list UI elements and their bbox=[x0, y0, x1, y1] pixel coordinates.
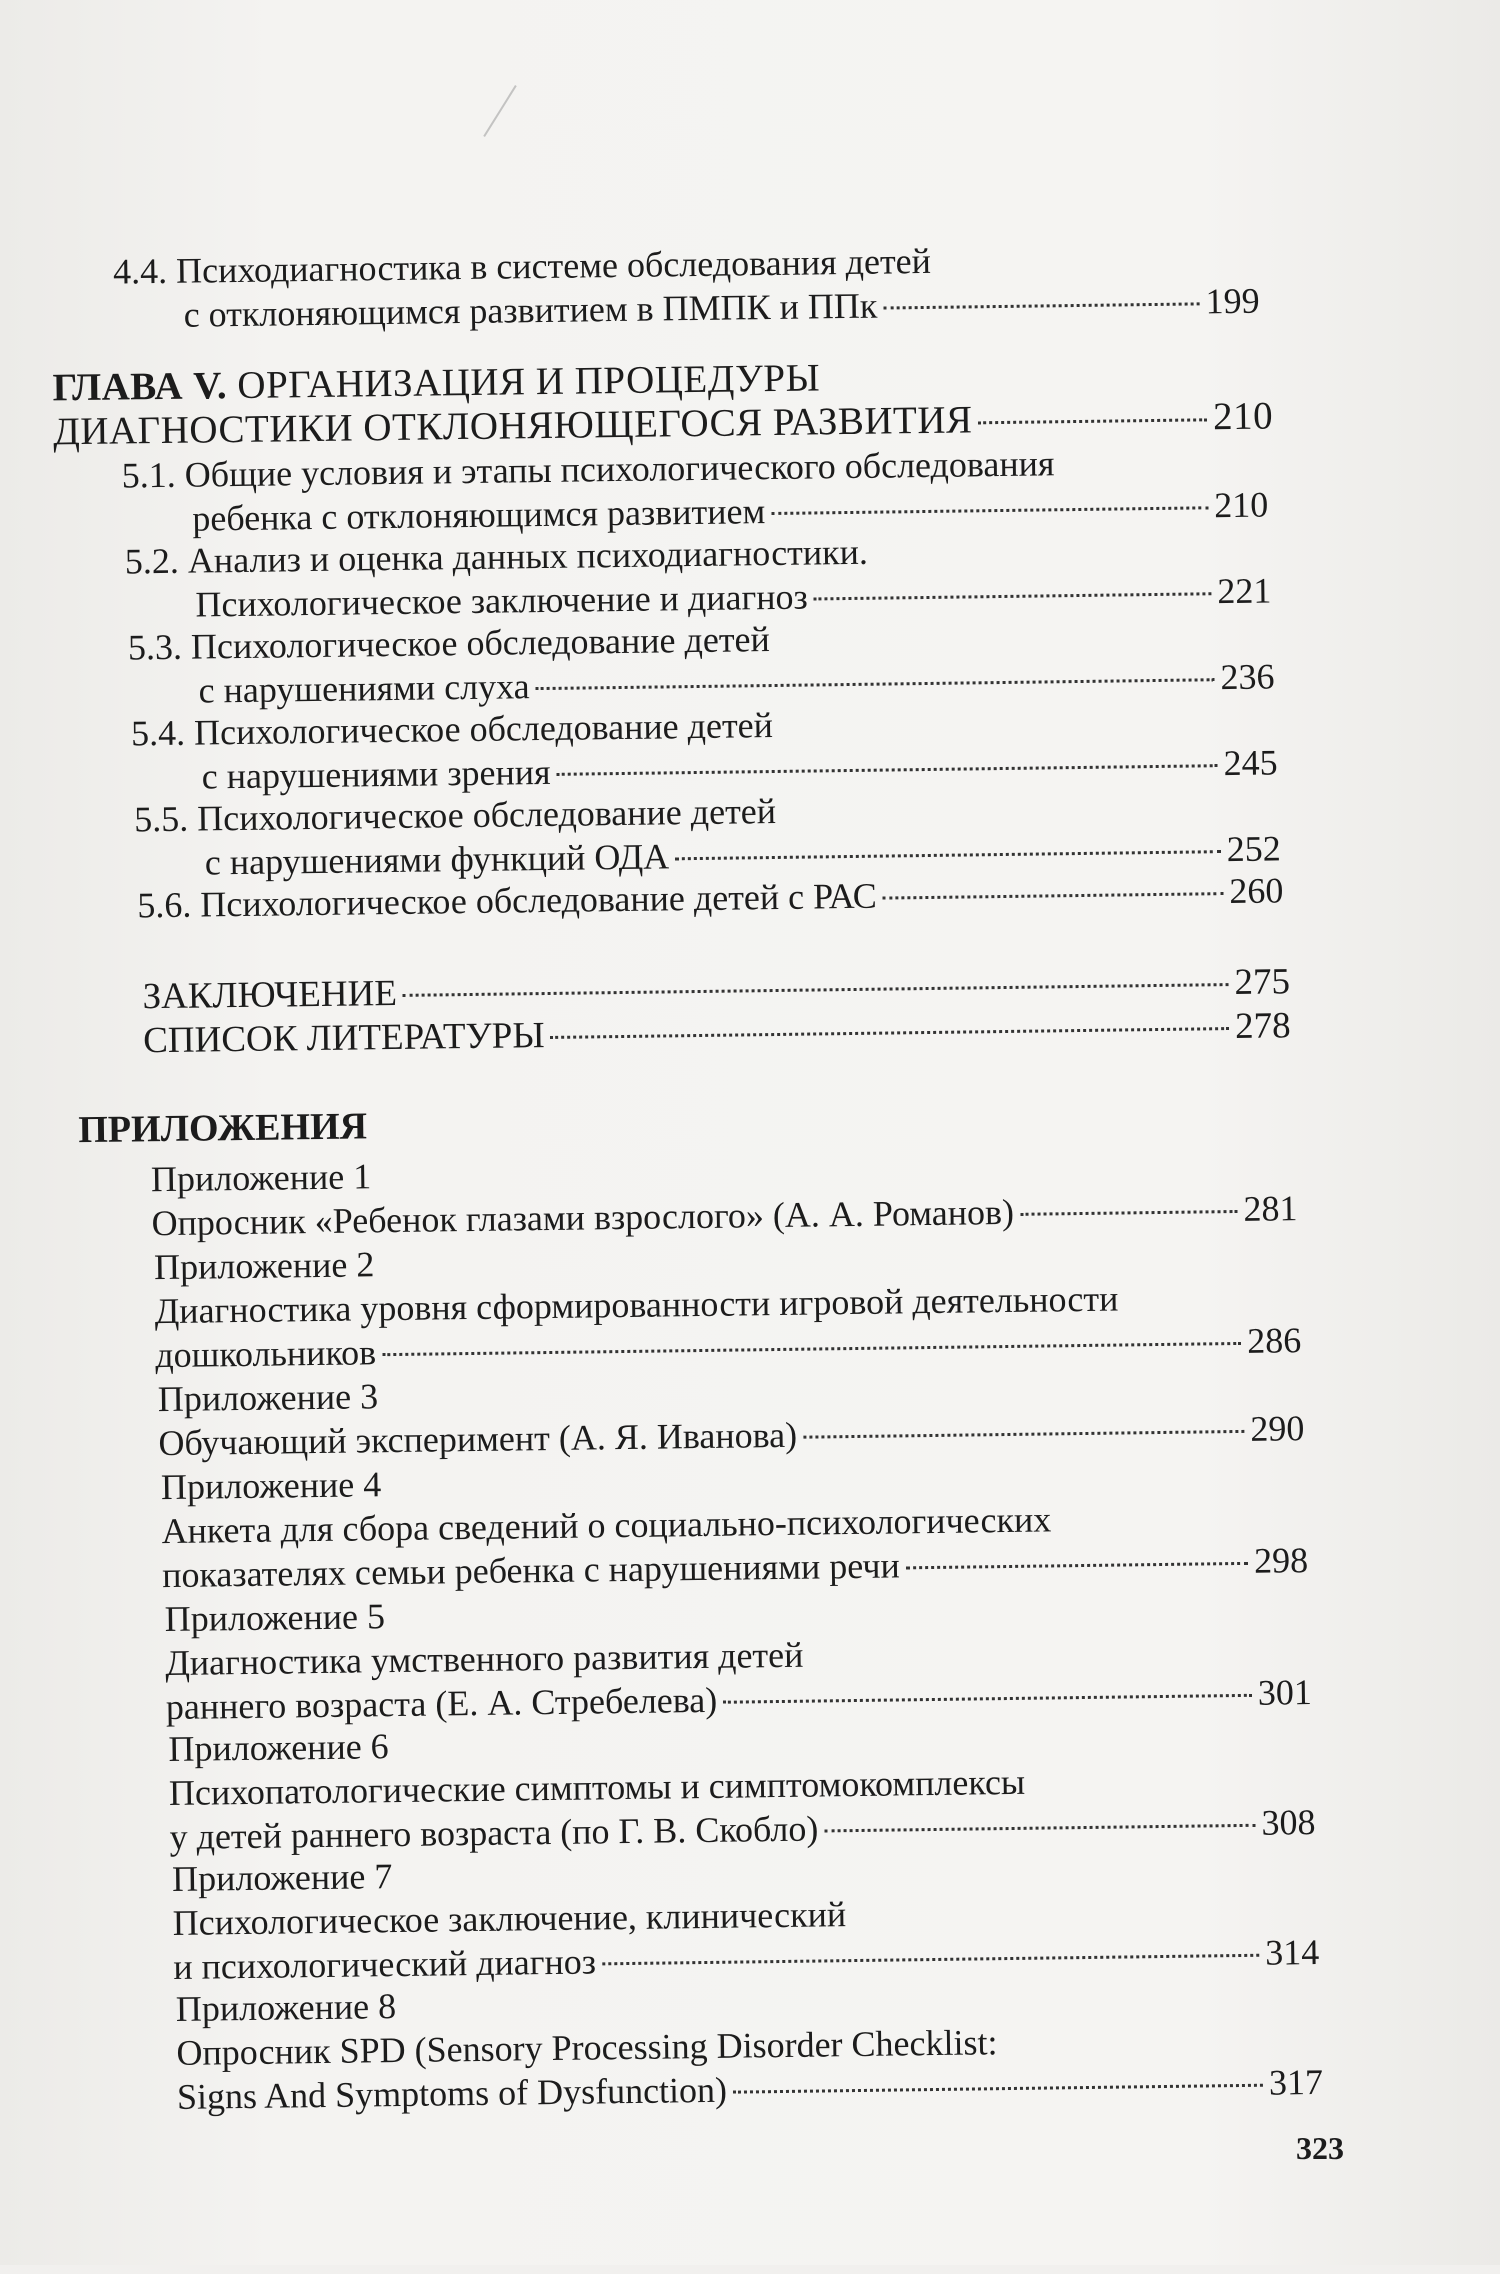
appendix-title-cont: у детей раннего возраста (по Г. В. Скобло) bbox=[169, 1808, 819, 1858]
leader-dots bbox=[803, 1430, 1244, 1439]
appendix-title: Анкета для сбора сведений о социально-психологических bbox=[161, 1499, 1052, 1552]
appendix-title-cont: Signs And Symptoms of Dysfunction) bbox=[176, 2069, 728, 2117]
appendix-title: Психопатологические симптомы и симптомокомплексы bbox=[168, 1761, 1026, 1814]
leader-dots bbox=[675, 850, 1221, 860]
toc-entry-number: 5.5. bbox=[134, 798, 189, 840]
toc-entry-title: Психодиагностика в системе обследования детей bbox=[175, 240, 932, 291]
page-ref: 221 bbox=[1217, 570, 1272, 612]
appendix-title-cont: раннего возраста (Е. А. Стребелева) bbox=[165, 1679, 718, 1728]
toc-entry-4-4 bbox=[113, 235, 1264, 338]
toc-entry-title: ЗАКЛЮЧЕНИЕ bbox=[142, 972, 398, 1018]
toc-entry-title-cont: Психологическое заключение и диагноз bbox=[195, 576, 808, 625]
appendix-7 bbox=[172, 1842, 1324, 1989]
page-ref: 317 bbox=[1268, 2061, 1324, 2103]
appendix-label: Приложение 4 bbox=[160, 1464, 382, 1508]
appendix-title: Обучающий эксперимент (А. Я. Иванова) bbox=[158, 1414, 798, 1464]
leader-dots bbox=[906, 1562, 1248, 1569]
page-ref: 290 bbox=[1250, 1408, 1305, 1449]
page-ref: 260 bbox=[1229, 870, 1284, 912]
page-ref: 252 bbox=[1226, 828, 1282, 870]
leader-dots bbox=[382, 1342, 1241, 1356]
appendix-8 bbox=[176, 1972, 1328, 2119]
page-ref: 199 bbox=[1205, 280, 1260, 322]
appendix-3 bbox=[158, 1362, 1309, 1465]
appendix-title: Опросник «Ребенок глазами взрослого» (А. А. Романов) bbox=[151, 1191, 1015, 1244]
toc-entry-number: 5.2. bbox=[124, 540, 180, 582]
toc-entry-title: Психологическое обследование детей bbox=[193, 705, 774, 753]
page-ref: 275 bbox=[1234, 961, 1291, 1003]
toc-entry-number: 5.1. bbox=[121, 454, 177, 496]
toc-entry-title: Психологическое обследование детей с РАС bbox=[200, 875, 878, 925]
toc-chapter-5 bbox=[52, 350, 1273, 454]
page-ref: 301 bbox=[1257, 1672, 1313, 1713]
toc-entry-title-cont: с нарушениями функций ОДА bbox=[204, 836, 670, 883]
appendix-6 bbox=[168, 1712, 1320, 1859]
chapter-title-cont: ДИАГНОСТИКИ ОТКЛОНЯЮЩЕГОСЯ РАЗВИТИЯ bbox=[52, 398, 973, 454]
toc-entry-title: Психологическое обследование детей bbox=[190, 619, 771, 667]
toc-entry-title-cont: с нарушениями зрения bbox=[201, 751, 551, 797]
appendix-label: Приложение 5 bbox=[164, 1596, 386, 1640]
toc-entry-title-cont: с отклоняющимся развитием в ПМПК и ППк bbox=[183, 285, 878, 335]
chapter-title: ОРГАНИЗАЦИЯ И ПРОЦЕДУРЫ bbox=[237, 356, 821, 407]
page-ref: 278 bbox=[1234, 1005, 1291, 1047]
appendix-label: Приложение 6 bbox=[168, 1726, 389, 1770]
page-ref: 298 bbox=[1253, 1540, 1309, 1581]
toc-entry-number: 5.6. bbox=[137, 884, 192, 926]
page-ref: 286 bbox=[1246, 1320, 1302, 1361]
leader-dots bbox=[883, 302, 1199, 309]
page-ref: 210 bbox=[1212, 394, 1274, 439]
toc-entry-title: Общие условия и этапы психологического обследования bbox=[184, 443, 1055, 495]
appendix-label: Приложение 2 bbox=[153, 1244, 375, 1288]
appendix-title-cont: и психологический диагноз bbox=[173, 1941, 597, 1987]
toc-entry-title-cont: с нарушениями слуха bbox=[198, 666, 530, 711]
leader-dots bbox=[1020, 1210, 1238, 1216]
leader-dots bbox=[403, 983, 1229, 997]
appendix-label: Приложение 8 bbox=[175, 1986, 397, 2029]
appendix-1 bbox=[151, 1142, 1302, 1245]
appendix-label: Приложение 7 bbox=[171, 1856, 393, 1899]
leader-dots bbox=[771, 506, 1208, 515]
appendix-title: Психологическое заключение, клинический bbox=[172, 1894, 847, 1943]
appendix-label: Приложение 3 bbox=[157, 1376, 379, 1420]
appendix-2 bbox=[154, 1230, 1306, 1377]
leader-dots bbox=[814, 592, 1212, 600]
appendix-4 bbox=[161, 1450, 1313, 1597]
toc-entry-number: 5.3. bbox=[127, 626, 183, 668]
leader-dots bbox=[602, 1954, 1259, 1966]
page-ref: 308 bbox=[1261, 1802, 1316, 1843]
toc-entry-number: 5.4. bbox=[130, 712, 186, 754]
appendix-title: Диагностика уровня сформированности игровой деятельности bbox=[154, 1278, 1119, 1332]
page-ref: 314 bbox=[1264, 1931, 1320, 1973]
leader-dots bbox=[883, 892, 1224, 899]
page-ref: 245 bbox=[1223, 742, 1278, 784]
appendices-heading: ПРИЛОЖЕНИЯ bbox=[78, 1105, 368, 1152]
toc-entry-number: 4.4. bbox=[112, 250, 168, 292]
appendix-title-cont: дошкольников bbox=[155, 1332, 377, 1376]
appendix-5 bbox=[164, 1582, 1316, 1729]
appendix-title: Диагностика умственного развития детей bbox=[165, 1634, 804, 1684]
appendix-title: Опросник SPD (Sensory Processing Disorder Checklist: bbox=[176, 2022, 998, 2073]
page-number: 323 bbox=[1296, 2130, 1344, 2166]
page-ref: 281 bbox=[1243, 1188, 1298, 1229]
chapter-label: ГЛАВА V. bbox=[52, 364, 228, 410]
toc-entry-title: Психологическое обследование детей bbox=[197, 790, 777, 839]
page-ref: 210 bbox=[1213, 484, 1269, 526]
leader-dots bbox=[723, 1694, 1252, 1704]
page-ref: 236 bbox=[1220, 656, 1275, 698]
leader-dots bbox=[824, 1824, 1255, 1833]
leader-dots bbox=[733, 2084, 1263, 2094]
toc-entry-title-cont: ребенка с отклоняющимся развитием bbox=[192, 491, 766, 539]
leader-dots bbox=[551, 1027, 1230, 1039]
leader-dots bbox=[978, 418, 1207, 424]
leader-dots bbox=[536, 678, 1215, 690]
toc-entry-title: СПИСОК ЛИТЕРАТУРЫ bbox=[142, 1015, 545, 1062]
appendix-title-cont: показателях семьи ребенка с нарушениями речи bbox=[161, 1545, 900, 1596]
toc-entry-title: Анализ и оценка данных психодиагностики. bbox=[187, 531, 869, 581]
appendix-label: Приложение 1 bbox=[150, 1156, 372, 1200]
leader-dots bbox=[557, 764, 1218, 776]
